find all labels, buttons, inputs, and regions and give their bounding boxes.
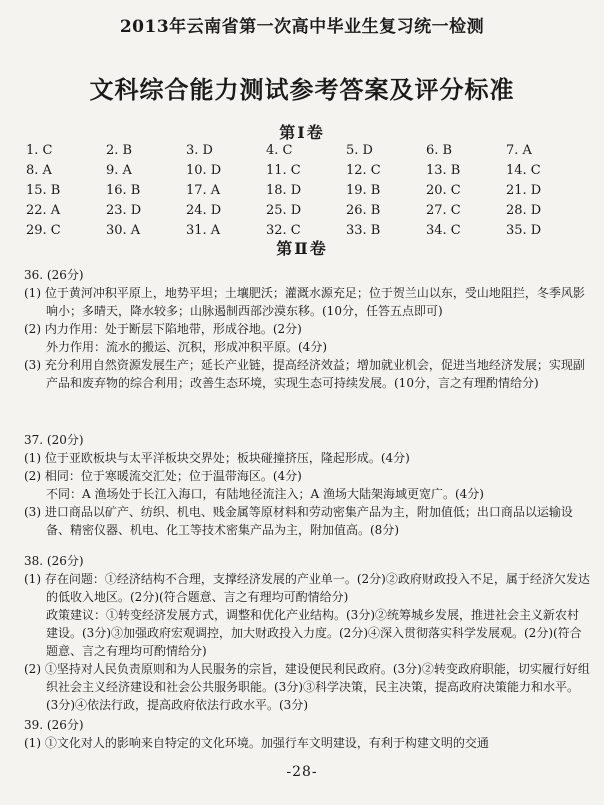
page-number: -28- — [286, 764, 318, 780]
exam-subtitle: 2013年云南省第一次高中毕业生复习统一检测 — [119, 17, 485, 37]
mc-answer: 31. A — [186, 223, 221, 238]
mc-answer: 28. D — [506, 203, 542, 218]
mc-answer: 19. B — [346, 183, 381, 198]
question-36 — [24, 266, 590, 392]
mc-answer: 13. B — [426, 163, 461, 178]
mc-answer: 33. B — [346, 223, 381, 238]
mc-answer: 26. B — [346, 203, 381, 218]
mc-answer: 3. D — [186, 143, 213, 158]
mc-answer: 16. B — [106, 183, 141, 198]
answer-line: (1) 位于亚欧板块与太平洋板块交界处；板块碰撞挤压，隆起形成。(4分) — [24, 451, 410, 465]
mc-answer: 8. A — [26, 163, 52, 178]
mc-answer: 12. C — [346, 163, 381, 178]
mc-answer: 10. D — [186, 163, 222, 178]
answer-line: (1) 存在问题：①经济结构不合理，支撑经济发展的产业单一。(2分)②政府财政投入不足，属于经济欠发达的低收入地区。(2分)(符合题意、言之有理均可酌情给分) — [24, 572, 590, 604]
answer-line: (2) 内力作用：处于断层下陷地带，形成谷地。(2分) — [24, 322, 302, 336]
answer-line: (2) ①坚持对人民负责原则和为人民服务的宗旨，建设便民利民政府。(3分)②转变政府职能，切实履行好组织社会主义经济建设和社会公共服务职能。(3分)③科学决策，民主决策，提高政府决策能力和水平。(3分)④依法行政，提高政府依法行政水平。(3分) — [24, 662, 590, 712]
mc-answer: 4. C — [266, 143, 293, 158]
mc-answer: 27. C — [426, 203, 461, 218]
mc-answer: 21. D — [506, 183, 542, 198]
mc-answer: 1. C — [26, 143, 53, 158]
question-heading: 36. (26分) — [24, 268, 84, 282]
mc-answer: 17. A — [186, 183, 221, 198]
mc-answer: 29. C — [26, 223, 61, 238]
section-2-title: 第Ⅱ卷 — [276, 239, 328, 258]
question-38 — [24, 552, 590, 714]
question-39 — [24, 716, 590, 752]
answer-line: 政策建议：①转变经济发展方式，调整和优化产业结构。(3分)②统筹城乡发展，推进社会主义新农村建设。(3分)③加强政府宏观调控，加大财政投入力度。(2分)④深入贯彻落实科学发展观。(2分)(符合题意、言之有理均可酌情给分) — [46, 608, 582, 658]
question-heading: 38. (26分) — [24, 554, 84, 568]
mc-answer: 32. C — [266, 223, 301, 238]
answer-line: (1) 位于黄河冲积平原上，地势平坦；土壤肥沃；灌溉水源充足；位于贺兰山以东，受山地阻拦，冬季风影响小；多晴天，降水较多；山脉遏制西部沙漠东移。(10分，任答五点即可) — [24, 286, 585, 318]
answer-line: (3) 充分利用自然资源发展生产；延长产业链，提高经济效益；增加就业机会，促进当地经济发展；实现副产品和废弃物的综合利用；改善生态环境，实现生态可持续发展。(10分，言之有理酌情给分) — [24, 358, 585, 390]
mc-answer: 25. D — [266, 203, 302, 218]
mc-answer: 5. D — [346, 143, 373, 158]
question-heading: 39. (26分) — [24, 718, 84, 732]
mc-answer: 7. A — [506, 143, 532, 158]
exam-title: 文科综合能力测试参考答案及评分标准 — [89, 75, 515, 104]
mc-answer: 20. C — [426, 183, 461, 198]
answer-line: (3) 进口商品以矿产、纺织、机电、贱金属等原材料和劳动密集产品为主，附加值低；出口商品以运输设备、精密仪器、机电、化工等技术密集产品为主，附加值高。(8分) — [24, 505, 573, 537]
mc-answer: 6. B — [426, 143, 453, 158]
section-1-title: 第Ⅰ卷 — [279, 123, 325, 142]
answer-line: 外力作用：流水的搬运、沉积，形成冲积平原。(4分) — [46, 340, 328, 354]
multiple-choice-answers — [26, 143, 586, 239]
answer-line: (1) ①文化对人的影响来自特定的文化环境。加强行车文明建设，有利于构建文明的交通 — [24, 736, 489, 750]
mc-answer: 2. B — [106, 143, 133, 158]
mc-answer: 11. C — [266, 163, 301, 178]
mc-answer: 18. D — [266, 183, 302, 198]
mc-answer: 22. A — [26, 203, 61, 218]
mc-answer: 23. D — [106, 203, 142, 218]
mc-answer: 9. A — [106, 163, 132, 178]
mc-answer: 15. B — [26, 183, 61, 198]
question-heading: 37. (20分) — [24, 433, 84, 447]
answer-line: 不同：A 渔场处于长江入海口，有陆地径流注入；A 渔场大陆架海域更宽广。(4分) — [46, 487, 484, 501]
mc-answer: 14. C — [506, 163, 541, 178]
mc-answer: 30. A — [106, 223, 141, 238]
mc-answer: 34. C — [426, 223, 461, 238]
question-37 — [24, 431, 590, 539]
mc-answer: 35. D — [506, 223, 542, 238]
mc-answer: 24. D — [186, 203, 222, 218]
answer-line: (2) 相同：位于寒暖流交汇处；位于温带海区。(4分) — [24, 469, 302, 483]
